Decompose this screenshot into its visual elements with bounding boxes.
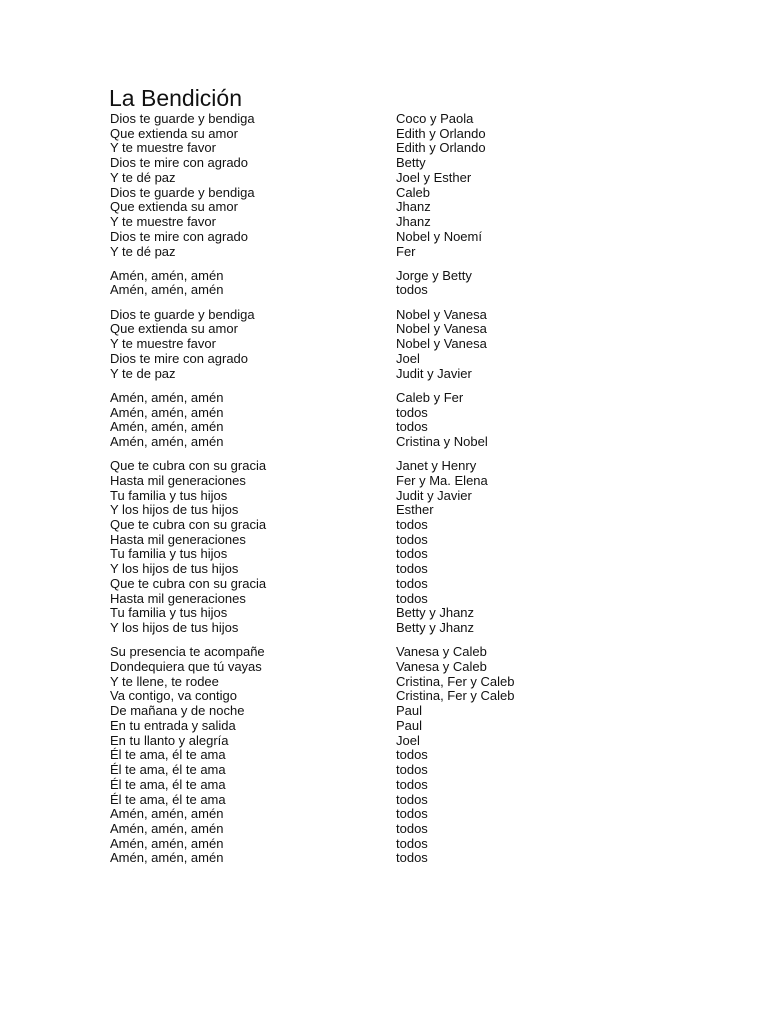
- singer-name: Paul: [396, 703, 423, 719]
- lyric-text: Amén, amén, amén: [110, 433, 224, 449]
- singer-name: Cristina y Nobel: [396, 433, 488, 449]
- singer-name: Edith y Orlando: [396, 125, 486, 141]
- singer-name: todos: [396, 747, 428, 763]
- lyric-line: [0, 674, 768, 689]
- lyric-text: Y te muestre favor: [110, 336, 216, 352]
- lyric-text: Él te ama, él te ama: [110, 762, 226, 777]
- singer-name: todos: [396, 776, 428, 792]
- lyric-line: [0, 155, 768, 170]
- lyric-line: [0, 419, 768, 434]
- singer-name: Betty: [396, 155, 426, 171]
- singer-name: Vanesa y Caleb: [396, 644, 487, 660]
- lyric-text: Él te ama, él te ama: [110, 776, 226, 792]
- lyric-text: Dios te mire con agrado: [110, 155, 249, 171]
- lyric-text: Dios te guarde y bendiga: [110, 306, 255, 322]
- singer-name: Joel y Esther: [396, 169, 472, 185]
- lyric-text: Y te llene, te rodee: [110, 673, 219, 689]
- singer-name: todos: [396, 820, 428, 836]
- lyric-text: Su presencia te acompañe: [110, 644, 265, 660]
- singer-name: Caleb: [396, 184, 430, 200]
- lyric-text: Dios te guarde y bendiga: [110, 184, 255, 200]
- lyric-text: Y te dé paz: [110, 169, 176, 185]
- lyric-text: Amén, amén, amén: [110, 850, 224, 866]
- singer-name: todos: [396, 419, 428, 435]
- lyric-text: Tu familia y tus hijos: [110, 605, 228, 621]
- lyric-line: [0, 718, 768, 733]
- page-title: La Bendición: [109, 85, 242, 111]
- lyric-line: [0, 836, 768, 851]
- singer-name: todos: [396, 850, 428, 866]
- singer-name: Vanesa y Caleb: [396, 659, 487, 674]
- lyric-text: Y te de paz: [110, 365, 176, 381]
- lyric-line: [0, 659, 768, 674]
- lyric-line: [0, 620, 768, 635]
- lyric-text: Dios te mire con agrado: [110, 228, 249, 244]
- lyric-text: Amén, amén, amén: [110, 835, 224, 851]
- lyric-text: Tu familia y tus hijos: [110, 487, 228, 503]
- lyric-line: [0, 473, 768, 488]
- singer-name: Edith y Orlando: [396, 140, 486, 156]
- lyric-line: [0, 458, 768, 473]
- lyric-text: Amén, amén, amén: [110, 282, 224, 298]
- singer-name: Cristina, Fer y Caleb: [396, 688, 515, 704]
- lyric-line: [0, 777, 768, 792]
- singer-name: Esther: [396, 502, 434, 518]
- lyric-line: [0, 336, 768, 351]
- lyric-text: Hasta mil generaciones: [110, 590, 246, 606]
- lyric-line: [0, 307, 768, 322]
- lyric-line: [0, 792, 768, 807]
- lyric-text: Que extienda su amor: [110, 125, 238, 141]
- lyric-line: [0, 644, 768, 659]
- singer-name: Nobel y Vanesa: [396, 321, 487, 337]
- lyric-text: Y te dé paz: [110, 243, 176, 259]
- singer-name: todos: [396, 762, 428, 777]
- lyric-line: [0, 561, 768, 576]
- lyric-line: [0, 405, 768, 420]
- lyric-text: Amén, amén, amén: [110, 419, 224, 435]
- singer-name: todos: [396, 561, 428, 577]
- singer-name: todos: [396, 575, 428, 591]
- singer-name: Jorge y Betty: [396, 267, 472, 283]
- singer-name: Joel: [396, 732, 420, 748]
- lyric-line: [0, 733, 768, 748]
- singer-name: Jhanz: [396, 214, 431, 229]
- lyric-text: Que te cubra con su gracia: [110, 458, 267, 474]
- singer-name: Paul: [396, 717, 423, 733]
- lyric-text: Hasta mil generaciones: [110, 472, 246, 488]
- lyric-text: Que te cubra con su gracia: [110, 517, 267, 532]
- lyric-text: Y los hijos de tus hijos: [110, 561, 239, 577]
- lyric-line: [0, 185, 768, 200]
- lyric-line: [0, 850, 768, 865]
- singer-name: Coco y Paola: [396, 111, 474, 126]
- lyric-text: Va contigo, va contigo: [110, 688, 237, 704]
- singer-name: Fer: [396, 243, 416, 259]
- singer-name: Nobel y Vanesa: [396, 336, 487, 352]
- lyric-line: [0, 170, 768, 185]
- lyric-line: [0, 591, 768, 606]
- lyric-text: Dondequiera que tú vayas: [110, 659, 262, 674]
- lyric-line: [0, 576, 768, 591]
- lyric-line: [0, 532, 768, 547]
- lyric-line: [0, 214, 768, 229]
- lyric-line: [0, 111, 768, 126]
- lyric-line: [0, 821, 768, 836]
- singer-name: todos: [396, 546, 428, 562]
- singer-name: Fer y Ma. Elena: [396, 472, 488, 488]
- lyric-text: Tu familia y tus hijos: [110, 546, 228, 562]
- singer-name: todos: [396, 791, 428, 807]
- lyric-text: Él te ama, él te ama: [110, 747, 226, 763]
- lyric-text: Y te muestre favor: [110, 140, 216, 156]
- lyric-text: Amén, amén, amén: [110, 389, 224, 405]
- singer-name: Cristina, Fer y Caleb: [396, 673, 515, 689]
- lyric-text: Él te ama, él te ama: [110, 791, 226, 807]
- lyric-line: [0, 502, 768, 517]
- singer-name: todos: [396, 404, 428, 420]
- singer-name: Betty y Jhanz: [396, 620, 475, 635]
- singer-name: Jhanz: [396, 199, 431, 215]
- singer-name: Judit y Javier: [396, 365, 472, 381]
- lyric-text: Dios te mire con agrado: [110, 350, 249, 366]
- lyric-line: [0, 351, 768, 366]
- singer-name: todos: [396, 590, 428, 606]
- singer-name: Betty y Jhanz: [396, 605, 475, 621]
- lyric-line: [0, 703, 768, 718]
- lyric-line: [0, 366, 768, 381]
- singer-name: todos: [396, 282, 428, 298]
- lyric-text: Y te muestre favor: [110, 214, 216, 229]
- lyric-line: [0, 517, 768, 532]
- singer-name: todos: [396, 806, 428, 822]
- lyric-line: [0, 140, 768, 155]
- lyric-text: Que te cubra con su gracia: [110, 575, 267, 591]
- lyric-text: Y los hijos de tus hijos: [110, 502, 239, 518]
- lyric-line: [0, 268, 768, 283]
- lyric-text: Amén, amén, amén: [110, 820, 224, 836]
- lyric-text: Que extienda su amor: [110, 321, 238, 337]
- lyric-text: Hasta mil generaciones: [110, 531, 246, 547]
- lyric-line: [0, 199, 768, 214]
- lyric-line: [0, 605, 768, 620]
- singer-name: Judit y Javier: [396, 487, 472, 503]
- lyric-line: [0, 747, 768, 762]
- lyric-text: En tu llanto y alegría: [110, 732, 229, 748]
- lyric-line: [0, 688, 768, 703]
- lyric-line: [0, 806, 768, 821]
- lyric-line: [0, 229, 768, 244]
- lyric-text: Dios te guarde y bendiga: [110, 111, 255, 126]
- singer-name: Janet y Henry: [396, 458, 477, 474]
- lyric-line: [0, 488, 768, 503]
- singer-name: todos: [396, 517, 428, 532]
- singer-name: Nobel y Noemí: [396, 228, 482, 244]
- lyric-line: [0, 244, 768, 259]
- singer-name: todos: [396, 531, 428, 547]
- singer-name: Joel: [396, 350, 420, 366]
- lyric-line: [0, 546, 768, 561]
- lyric-line: [0, 321, 768, 336]
- lyric-text: Amén, amén, amén: [110, 267, 224, 283]
- singer-name: Nobel y Vanesa: [396, 306, 487, 322]
- lyric-text: Y los hijos de tus hijos: [110, 620, 239, 635]
- lyric-text: Que extienda su amor: [110, 199, 238, 215]
- lyric-text: De mañana y de noche: [110, 703, 245, 719]
- singer-name: todos: [396, 835, 428, 851]
- lyric-line: [0, 390, 768, 405]
- singer-name: Caleb y Fer: [396, 389, 464, 405]
- lyric-line: [0, 126, 768, 141]
- lyric-text: Amén, amén, amén: [110, 806, 224, 822]
- lyric-line: [0, 434, 768, 449]
- lyric-text: En tu entrada y salida: [110, 717, 236, 733]
- lyric-text: Amén, amén, amén: [110, 404, 224, 420]
- lyric-line: [0, 282, 768, 297]
- lyric-line: [0, 762, 768, 777]
